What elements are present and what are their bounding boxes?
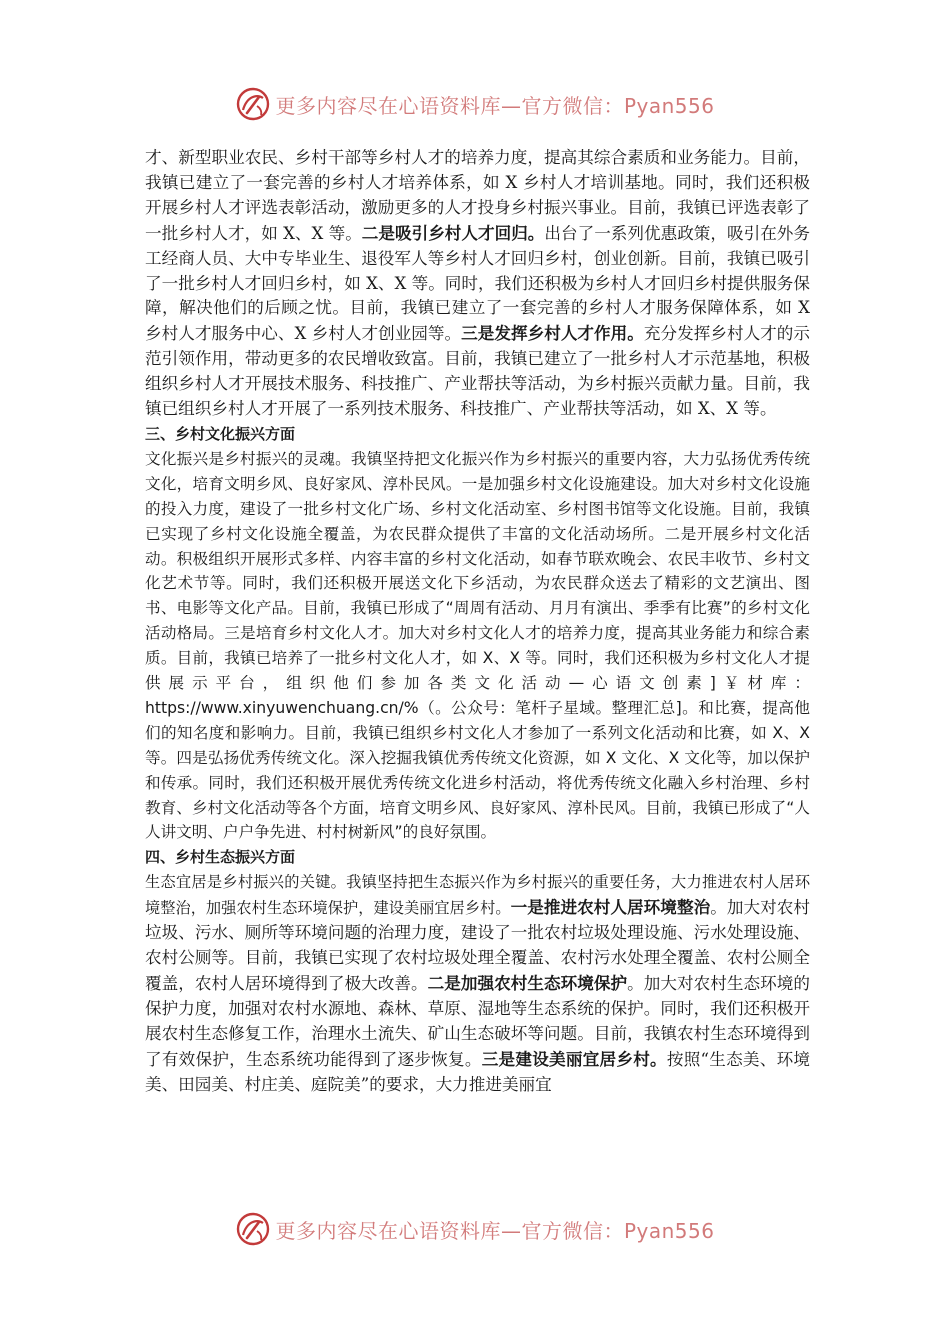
section2-tail-paragraph (145, 146, 810, 422)
text-run: 。加大对农村生态环境的保护力度，加强对农村水源地、森林、草原、湿地等生态系统的保护。同时，我们还积极开展农村生态修复工作，治理水土流失、矿山生态破坏等问题。目前，我镇农村生态环境得到了有效保护，生态系统功能得到了逐步恢复。 (145, 973, 811, 1069)
xinyu-logo-icon (235, 86, 271, 122)
bold-run: 一是推进农村人居环境整治 (510, 897, 711, 918)
section3-paragraph: 文化振兴是乡村振兴的灵魂。我镇坚持把文化振兴作为乡村振兴的重要内容，大力弘扬优秀传统文化，培育文明乡风、良好家风、淳朴民风。一是加强乡村文化设施建设。加大对乡村文化设施的投入力度，建设了一批乡村文化广场、乡村文化活动室、乡村图书馆等文化设施。目前，我镇已实现了乡村文化设施全覆盖，为农民群众提供了丰富的文化活动场所。二是开展乡村文化活动。积极组织开展形式多样、内容丰富的乡村文化活动，如春节联欢晚会、农民丰收节、乡村文化艺术节等。同时，我们还积极开展送文化下乡活动，为农民群众送去了精彩的文艺演出、图书、电影等文化产品。目前，我镇已形成了“周周有活动、月月有演出、季季有比赛”的乡村文化活动格局。三是培育乡村文化人才。加大对乡村文化人才的培养力度，提高其业务能力和综合素质。目前，我镇已培养了一批乡村文化人才，如 X、X 等。同时，我们还积极为乡村文化人才提供展示平台，组织他们参加各类文化活动—心语文创素]￥材库：https://www.xinyuwenchuang.cn/%（。公众号：笔杆子星域。整理汇总]。和比赛，提高他们的知名度和影响力。目前，我镇已组织乡村文化人才参加了一系列文化活动和比赛，如 X、X 等。四是弘扬优秀传统文化。深入挖掘我镇优秀传统文化资源，如 X 文化、X 文化等，加以保护和传承。同时，我们还积极开展优秀传统文化进乡村活动，将优秀传统文化融入乡村治理、乡村教育、乡村文化活动等各个方面，培育文明乡风、良好家风、淳朴民风。目前，我镇已形成了“人人讲文明、户户争先进、村村树新风”的良好氛围。 (145, 449, 810, 842)
bold-run: 二是加强农村生态环境保护 (427, 972, 628, 993)
banner-text: 更多内容尽在心语资料库—官方微信：Pyan556 (275, 93, 715, 118)
section4-paragraph (145, 870, 810, 1097)
bold-run: 二是吸引乡村人才回归。 (361, 222, 545, 243)
document-body (145, 146, 810, 1097)
banner-text: 更多内容尽在心语资料库—官方微信：Pyan556 (275, 1218, 715, 1243)
bold-run: 三是建设美丽宜居乡村。 (481, 1048, 667, 1069)
footer-banner (0, 1209, 950, 1249)
section4-heading: 四、乡村生态振兴方面 (145, 848, 296, 867)
text-run: 充分发挥乡村人才的示范引领作用，带动更多的农民增收致富。目前，我镇已建立了一批乡村人才示范基地，积极组织乡村人才开展技术服务、科技推广、产业帮扶等活动，为乡村振兴贡献力量。目前，我镇已组织乡村人才开展了一系列技术服务、科技推广、产业帮扶等活动，如 X、X 等。 (145, 324, 811, 419)
text-run: 按照“生态美、环境美、田园美、村庄美、庭院美”的要求，大力推进美丽宜 (145, 1049, 811, 1094)
section3-heading: 三、乡村文化振兴方面 (145, 424, 296, 443)
text-run: 。加大对农村垃圾、污水、厕所等环境问题的治理力度，建设了一批农村垃圾处理设施、污水处理设施、农村公厕等。目前，我镇已实现了农村垃圾处理全覆盖、农村污水处理全覆盖、农村公厕全覆盖，农村人居环境得到了极大改善。 (145, 898, 811, 993)
header-banner (0, 84, 950, 124)
text-run: 出台了一系列优惠政策，吸引在外务工经商人员、大中专毕业生、退役军人等乡村人才回归乡村，创业创新。目前，我镇已吸引了一批乡村人才回归乡村，如 X、X 等。同时，我们还积极为乡村人才回归乡村提供服务保障，解决他们的后顾之忧。目前，我镇已建立了一套完善的乡村人才服务保障体系，如 X 乡村人才服务中心、X 乡村人才创业园等。 (145, 223, 810, 344)
bold-run: 三是发挥乡村人才作用。 (461, 323, 644, 344)
text-run: 生态宜居是乡村振兴的关键。我镇坚持把生态振兴作为乡村振兴的重要任务，大力推进农村人居环境整治，加强农村生态环境保护，建设美丽宜居乡村。 (145, 873, 810, 918)
xinyu-logo-icon (235, 1211, 271, 1247)
text-run: 才、新型职业农民、乡村干部等乡村人才的培养力度，提高其综合素质和业务能力。目前，我镇已建立了一套完善的乡村人才培养体系，如 X 乡村人才培训基地。同时，我们还积极开展乡村人才评选表彰活动，激励更多的人才投身乡村振兴事业。目前，我镇已评选表彰了一批乡村人才，如 X、X 等。 (145, 148, 810, 243)
